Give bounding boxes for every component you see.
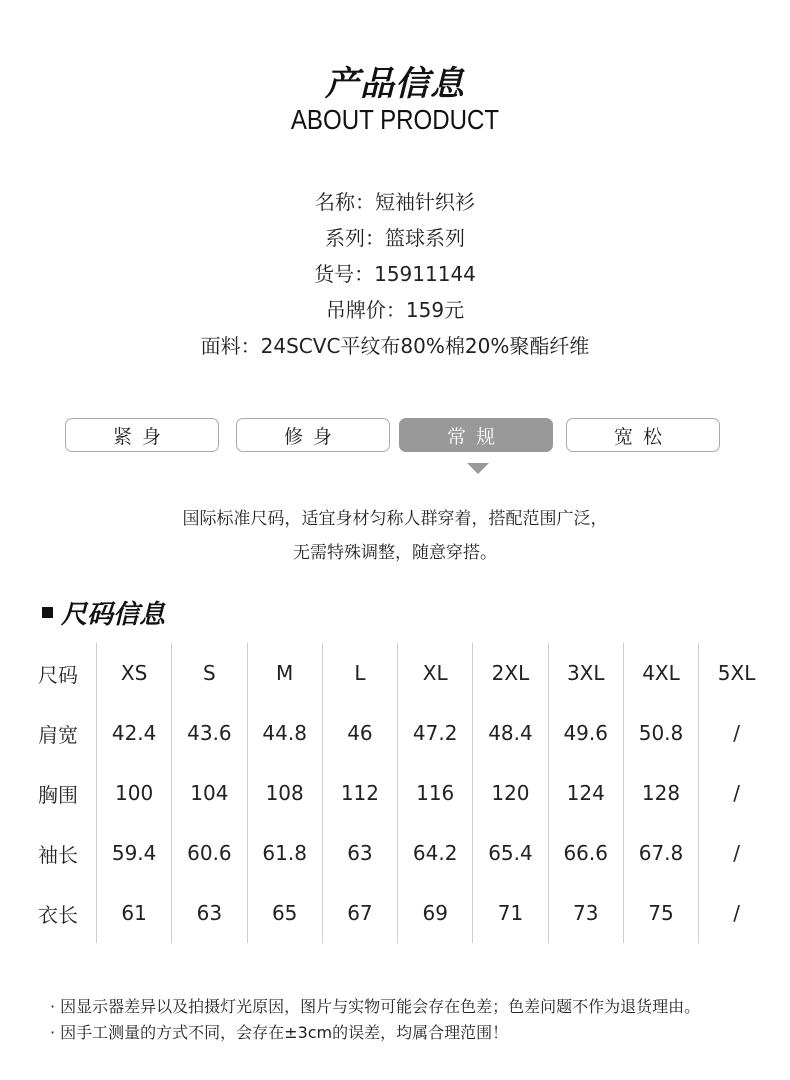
fit-option-loose[interactable]: 宽松 (566, 418, 720, 452)
table-cell: 袖长 (38, 842, 78, 867)
product-price: 吊牌价：159元 (325, 298, 465, 322)
selected-fit-indicator-icon (467, 463, 489, 474)
table-cell: 67.8 (623, 823, 698, 883)
table-cell: 65.4 (473, 823, 548, 883)
table-cell: 108 (247, 763, 322, 823)
table-cell: 64.2 (398, 823, 473, 883)
square-bullet-icon (42, 607, 53, 618)
table-cell: 61 (97, 883, 172, 943)
product-name: 名称：短袖针织衫 (315, 190, 475, 214)
table-cell: 116 (398, 763, 473, 823)
table-header-cell: L (322, 643, 397, 703)
page-subtitle: ABOUT PRODUCT (290, 104, 500, 135)
table-cell: 42.4 (97, 703, 172, 763)
product-sku: 货号：15911144 (314, 262, 476, 286)
table-header-cell: 尺码 (38, 662, 78, 687)
table-cell: 75 (623, 883, 698, 943)
table-cell: 43.6 (172, 703, 247, 763)
table-cell: 100 (97, 763, 172, 823)
fit-option-slim[interactable]: 修身 (236, 418, 390, 452)
table-cell: 71 (473, 883, 548, 943)
table-cell: / (699, 703, 774, 763)
table-cell: 69 (398, 883, 473, 943)
table-cell: 46 (322, 703, 397, 763)
table-cell: 73 (548, 883, 623, 943)
table-header-cell: 4XL (623, 643, 698, 703)
disclaimer-notes (50, 994, 700, 1046)
table-cell: 66.6 (548, 823, 623, 883)
fit-option-tight[interactable]: 紧身 (65, 418, 219, 452)
table-row (20, 763, 774, 823)
table-cell: 47.2 (398, 703, 473, 763)
table-cell: 128 (623, 763, 698, 823)
table-cell: 50.8 (623, 703, 698, 763)
note-color-difference: · 因显示器差异以及拍摄灯光原因，图片与实物可能会存在色差；色差问题不作为退货理由。 (50, 997, 701, 1016)
table-header-row (20, 643, 774, 703)
table-cell: / (699, 763, 774, 823)
table-cell: 59.4 (97, 823, 172, 883)
table-header-cell: S (172, 643, 247, 703)
fit-description-line-2: 无需特殊调整，随意穿搭。 (293, 543, 497, 563)
table-cell: / (699, 883, 774, 943)
table-cell: 63 (322, 823, 397, 883)
table-cell: 60.6 (172, 823, 247, 883)
table-cell: 65 (247, 883, 322, 943)
size-table (20, 643, 774, 943)
table-cell: 61.8 (247, 823, 322, 883)
table-cell: 120 (473, 763, 548, 823)
table-cell: 67 (322, 883, 397, 943)
page-title: 产品信息 (325, 64, 465, 104)
table-cell: 48.4 (473, 703, 548, 763)
table-cell: 49.6 (548, 703, 623, 763)
table-header-cell: 2XL (473, 643, 548, 703)
table-row (20, 883, 774, 943)
fit-option-regular[interactable]: 常规 (399, 418, 553, 452)
table-row (20, 823, 774, 883)
table-cell: 肩宽 (38, 722, 78, 747)
table-header-cell: 5XL (699, 643, 774, 703)
product-fabric: 面料：24SCVC平纹布80%棉20%聚酯纤维 (200, 334, 590, 358)
table-header-cell: XS (97, 643, 172, 703)
fit-description-line-1: 国际标准尺码，适宜身材匀称人群穿着，搭配范围广泛， (182, 509, 608, 529)
product-series: 系列：篮球系列 (325, 226, 465, 250)
table-cell: 124 (548, 763, 623, 823)
size-section-title (42, 594, 165, 631)
size-section-label: 尺码信息 (61, 600, 166, 630)
table-header-cell: XL (398, 643, 473, 703)
table-cell: / (699, 823, 774, 883)
table-cell: 63 (172, 883, 247, 943)
table-header-cell: M (247, 643, 322, 703)
table-cell: 44.8 (247, 703, 322, 763)
table-cell: 104 (172, 763, 247, 823)
table-cell: 112 (322, 763, 397, 823)
table-cell: 衣长 (38, 902, 78, 927)
note-measurement-error: · 因手工测量的方式不同，会存在±3cm的误差，均属合理范围！ (50, 1023, 509, 1042)
table-header-cell: 3XL (548, 643, 623, 703)
table-row (20, 703, 774, 763)
table-cell: 胸围 (38, 782, 78, 807)
